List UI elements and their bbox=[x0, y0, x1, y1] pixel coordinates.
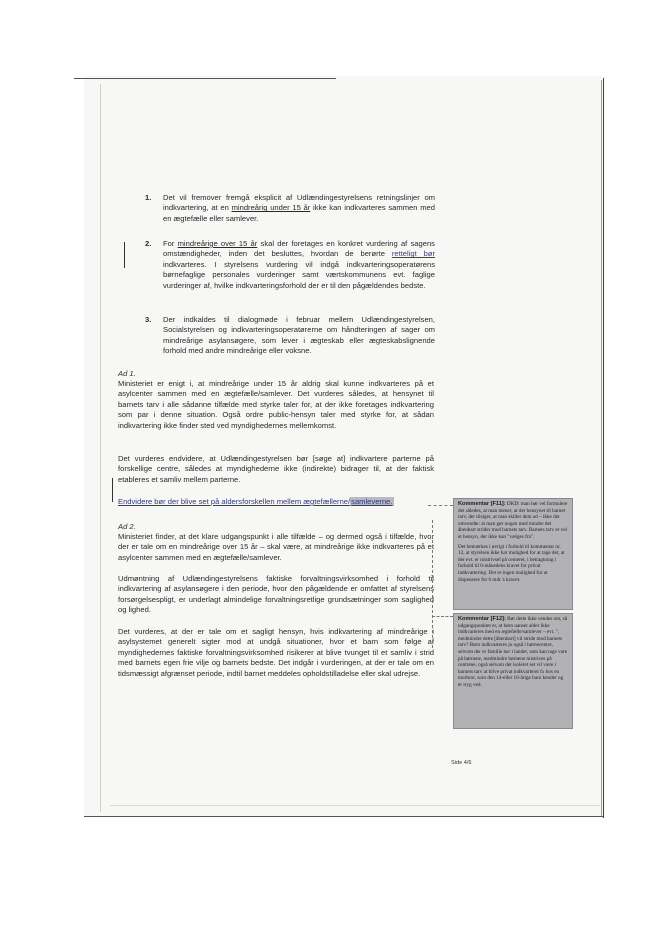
list-text-part: Det vil fremover fremgå eksplicit af Udlændingestyrelsens retningslinjer om indkvartering, at en bbox=[163, 193, 435, 213]
page-number: Side 4/6 bbox=[451, 760, 472, 766]
list-text-part: skal der foretages en konkret vurdering af sagens omstændigheder, inden det besluttes, hvordan de berørte bbox=[163, 239, 435, 259]
inserted-sentence bbox=[118, 497, 428, 507]
change-bar bbox=[124, 242, 125, 268]
scan-edge-top bbox=[74, 78, 336, 79]
underlined-text: mindreårige over 15 år bbox=[177, 239, 258, 248]
list-text-part: ikke kan indkvarteres sammen med en ægtefælle eller samlever. bbox=[163, 203, 435, 223]
ad2-paragraph: Det vurderes, at der er tale om et sagligt hensyn, hvis indkvartering af mindreårige i asylsystemet generelt sigter mod at undgå situationer, hvor et barn som følge af myndighedernes faktiske forvaltningsvirksomhed risikerer at blive tvunget til et samliv i strid med barnets egen frie vilje og barnets bedste. Det indgår i vurderingen, at der er tale om en tidsmæssigt afgrænset periode, indtil barnet meddeles opholdstilladelse eller skal udrejse. bbox=[118, 627, 434, 678]
list-text-part: For bbox=[163, 239, 178, 248]
list-text bbox=[163, 193, 435, 224]
list-number: 1. bbox=[145, 193, 152, 202]
scan-edge-right bbox=[603, 78, 604, 818]
comment-connector bbox=[432, 616, 453, 617]
list-number: 2. bbox=[145, 239, 152, 248]
list-number: 3. bbox=[145, 315, 152, 324]
scan-edge-left bbox=[100, 84, 101, 812]
comment-text: Det bemærkes i øvrigt i forhold til kommentar nr. 12, at styrelsen ikke har mulighed for at tage det, at der evt. er mistrivsel på centeret, i betragtning i forhold til 6-månedens kravet for privat indkvartering. Det er ingen mulighed for at dispensere for 6 mdr.'s kravet. bbox=[458, 543, 565, 583]
list-item bbox=[145, 315, 435, 357]
tracked-change: retteligt bør bbox=[391, 249, 435, 259]
comment-text: DKD: man bør vel formulere det således, at man mener, at der hensynet til barnet tarv, der tilsiger, at man skiller dem ad – ikke det omvendte: at man gør nogen med mindre det åbenbart strider mod barnets tarv. Barnets tarv er vel et hensyn, der ikke kan "vælges fra". bbox=[458, 501, 568, 540]
underlined-text: mindreårig under 15 år bbox=[231, 203, 311, 213]
ad2-heading: Ad 2. bbox=[118, 522, 136, 531]
ad2-paragraph: Udmøntning af Udlændingestyrelsens faktiske forvaltningsvirksomhed i forhold til indkvartering af asylansøgere i den periode, hvor den pågældende er omfattet af styrelsens forsørgelsespligt, er underlagt almindelige forvaltningsretlige grundsætninger som saglighed og lighed. bbox=[118, 574, 434, 615]
comment-title: Kommentar [F11]: bbox=[458, 501, 506, 507]
ad2-paragraph: Ministeriet finder, at det klare udgangspunkt i alle tilfælde – og dermed også i tilfælde, hvor der er tale om en mindreårige over 15 år – skal være, at mindreårige ikke indkvarteres på et asylcenter sammen med en ægtefælle/samlever. bbox=[118, 532, 434, 562]
comment-connector bbox=[432, 520, 433, 648]
ad1-paragraph: Ministeriet er enigt i, at mindreårige under 15 år aldrig skal kunne indkvarteres på et asylcenter sammen med en ægtefælle/samlever. Det vurderes således, at hensynet til barnets tarv i alle sådanne tilfælde med styrke taler for, at der ikke foretages indkvartering som par i denne situation. Også ordre public-hensyn taler med styrke for, at sådan indkvartering ikke finder sted ved myndighedernes mellemkomst. bbox=[118, 379, 434, 430]
comment-connector bbox=[428, 505, 453, 506]
scan-edge-right-inner bbox=[601, 80, 602, 816]
scan-edge-bottom-inner bbox=[110, 805, 600, 806]
change-bar bbox=[112, 478, 113, 502]
list-text-part: indkvarteres. I styrelsens vurdering vil indgå indkvarteringsoperatørens børnefaglige personales vurderinger samt værtskommunens evt. faglige vurderinger af, hvilke indkvarteringsforhold der er til den pågældendes bedste. bbox=[163, 259, 435, 290]
comment-text: Bør dette ikke vendes om, så udgangspunktet er, at børn uanset alder ikke indkvarteres med en ægtefælle/samlever – evt. ", medmindre dette [åbenbart] vil stride mod barnets tarv? Børn indkvarteres jo også i børnecentre, selvom der er familie her i landet, som kan tage vare på børnene, medmindre børnene mistrives på centrene, også selvom det isoleret set vil være i barnets tarv at blive privat indkvarteret fx hos en morbror, som den 14-eller 16-årige barn kender og er tryg ved. bbox=[458, 616, 568, 688]
ad1-paragraph: Det vurderes endvidere, at Udlændingestyrelsen bør [søge at] indkvartere parterne på forskellige centre, således at myndighederne ikke (indirekte) bidrager til, at der faktisk etableres et samliv mellem parterne. bbox=[118, 454, 434, 484]
list-text bbox=[163, 239, 435, 291]
list-item bbox=[145, 193, 435, 224]
list-text: Der indkaldes til dialogmøde i februar mellem Udlændingestyrelsen, Socialstyrelsen og indkvarteringsoperatørerne om håndteringen af sager om mindreårige asylansøgere, som lever i ægteskab eller ægteskabslignende forhold med andre mindreårige eller voksne. bbox=[163, 315, 435, 356]
scan-edge-bottom bbox=[84, 816, 603, 817]
comment-anchor-highlight[interactable]: samleverne. bbox=[351, 497, 393, 506]
list-item bbox=[145, 239, 435, 291]
inserted-text: Endvidere bør der blive set på aldersforskellen mellem ægtefællerne/ bbox=[118, 497, 351, 506]
comment-title: Kommentar [F12]: bbox=[458, 616, 506, 622]
comment-f11[interactable] bbox=[453, 498, 573, 610]
comment-f12[interactable] bbox=[453, 613, 573, 729]
ad1-heading: Ad 1. bbox=[118, 369, 136, 378]
